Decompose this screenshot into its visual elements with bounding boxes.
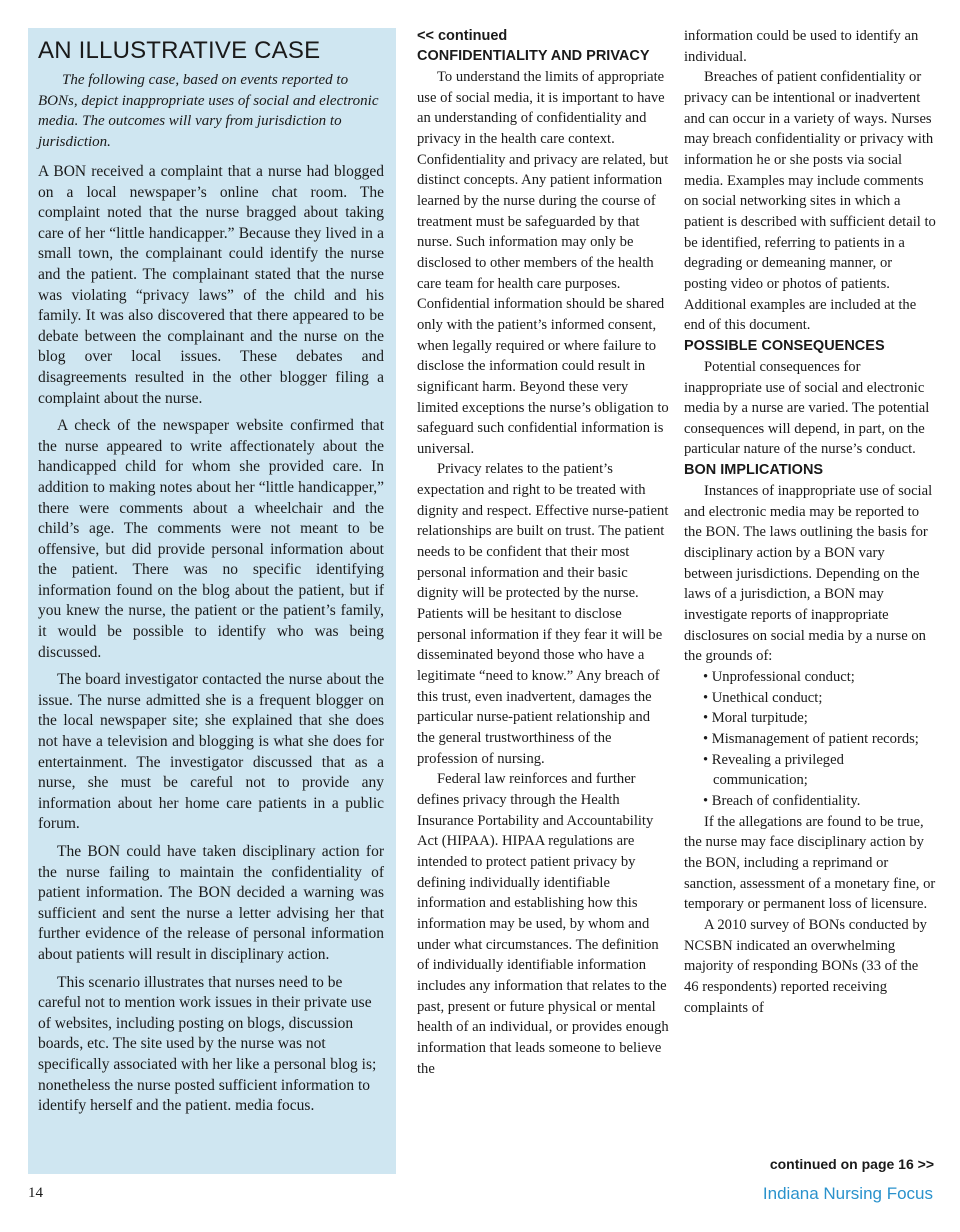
breaches-paragraph: Breaches of patient confidentiality or privacy can be intentional or inadvertent and can occur in a variety of ways. Nurses may breach confidentiality or privacy with information he or she posts via social media. Examples may include comments on social networking sites in which a patient is described with sufficient detail to be identified, referring to patients in a degrading or demeaning manner, or posting video or photos of patients. Additional examples are included at the end of this document. (684, 69, 936, 334)
case-title: AN ILLUSTRATIVE CASE (38, 37, 321, 64)
article-column-3 (684, 26, 936, 1018)
case-paragraph-4: The BON could have taken disciplinary action for the nurse failing to maintain the confidentiality of patient information. The BON decided a warning was sufficient and sent the nurse a letter advising her that further evidence of the release of personal information about patients will result in disciplinary action. (38, 843, 384, 963)
case-paragraph-1: A BON received a complaint that a nurse had blogged on a local newspaper’s online chat room. The complaint noted that the nurse bragged about taking care of her “little handicapper.” Because they lived in a small town, the complainant could identify the nurse and the patient. The complainant stated that the nurse was violating “privacy laws” of the child and his family. It was also discovered that there appeared to be debate between the complainant and the nurse on the blog over local issues. These debates and disagreements resulted in the other blogger filing a complaint about the nurse. (38, 163, 384, 407)
continued-on-link[interactable]: continued on page 16 >> (769, 1156, 934, 1172)
magazine-name: Indiana Nursing Focus (762, 1184, 933, 1203)
grounds-list-item: • Mismanagement of patient records; (703, 729, 936, 750)
continued-from-label: << continued (417, 28, 508, 44)
bon-paragraph: Instances of inappropriate use of social and electronic media may be reported to the BON. The laws outlining the basis for disciplinary action by a BON vary between jurisdictions. Depending on the laws of a jurisdiction, a BON may investigate reports of inappropriate disclosures on social media by a nurse on the grounds of: (684, 483, 933, 665)
privacy-paragraph: Privacy relates to the patient’s expectation and right to be treated with dignity and respect. Effective nurse-patient relationships are built on trust. The patient needs to be confident that their most personal information and their basic dignity will be protected by the nurse. Patients will be hesitant to disclose personal information if they fear it will be disseminated beyond those who have a legitimate “need to know.” Any breach of this trust, even inadvertent, damages the particular nurse-patient relationship and the general trustworthiness of the profession of nursing. (417, 461, 669, 767)
case-intro: The following case, based on events reported to BONs, depict inappropriate uses of social and electronic media. The outcomes will vary from jurisdiction to jurisdiction. (38, 72, 379, 150)
hipaa-paragraph: Federal law reinforces and further defines privacy through the Health Insurance Portability and Accountability Act (HIPAA). HIPAA regulations are intended to protect patient privacy by defining individually identifiable information and establishing how this information may be used, by whom and under what circumstances. The definition of individually identifiable information includes any information that relates to the past, present or future physical or mental health of an individual, or provides enough information that leads someone to believe the (417, 771, 669, 1077)
case-paragraph-2: A check of the newspaper website confirmed that the nurse appeared to write affectionately about the handicapped child for whom she provided care. In addition to making notes about her “little handicapper,” there were comments about a wheelchair and the child’s age. The comments were not meant to be offensive, but did provide personal information about the patient. There was no specific identifying information found on the blog about the patient, but if you knew the nurse, the patient or the patient’s family, it would be possible to identify who was being discussed. (38, 417, 384, 661)
identify-paragraph-end: information could be used to identify an individual. (684, 28, 919, 65)
heading-confidentiality-privacy: CONFIDENTIALITY AND PRIVACY (417, 48, 650, 64)
illustrative-case-box (28, 28, 396, 1174)
case-paragraph-3: The board investigator contacted the nurse about the issue. The nurse admitted she is a frequent blogger on the local newspaper site; she explained that she does not have a television and blogging is what she does for entertainment. The investigator discussed that as a nurse, she must be careful not to provide any information about her home care patients in a public forum. (38, 671, 384, 833)
grounds-list (684, 667, 936, 812)
allegations-paragraph: If the allegations are found to be true, the nurse may face disciplinary action by the BON, including a reprimand or sanction, assessment of a monetary fine, or temporary or permanent loss of licensure. (684, 813, 936, 913)
case-paragraph-5: This scenario illustrates that nurses need to be careful not to mention work issues in their private use of websites, including posting on blogs, discussion boards, etc. The site used by the nurse was not specifically associated with her like a personal blog is; nonetheless the nurse posted sufficient information to identify herself and the patient. media focus. (38, 973, 377, 1115)
grounds-list-item: • Moral turpitude; (703, 708, 936, 729)
grounds-list-item: • Unethical conduct; (703, 688, 936, 709)
grounds-list-item: • Unprofessional conduct; (703, 667, 936, 688)
article-column-2 (417, 26, 669, 1079)
confidentiality-paragraph: To understand the limits of appropriate use of social media, it is important to have an understanding of confidentiality and privacy in the health care context. Confidentiality and privacy are related, but distinct concepts. Any patient information learned by the nurse during the course of treatment must be safeguarded by that nurse. Such information may only be disclosed to other members of the health care team for health care purposes. Confidential information should be shared only with the patient’s informed consent, when legally required or where failure to disclose the information could result in significant harm. Beyond these very limited exceptions the nurse’s obligation to safeguard such confidential information is universal. (417, 69, 669, 457)
consequences-paragraph: Potential consequences for inappropriate use of social and electronic media by a nurse are varied. The potential consequences will depend, in part, on the particular nature of the nurse’s conduct. (684, 358, 930, 458)
heading-bon-implications: BON IMPLICATIONS (684, 462, 824, 479)
page-number: 14 (28, 1185, 43, 1201)
heading-possible-consequences: POSSIBLE CONSEQUENCES (684, 337, 885, 354)
case-body (38, 162, 384, 1117)
grounds-list-item: • Revealing a privileged communication; (703, 750, 936, 791)
grounds-list-item: • Breach of confidentiality. (703, 791, 936, 812)
survey-paragraph: A 2010 survey of BONs conducted by NCSBN indicated an overwhelming majority of responding BONs (33 of the 46 respondents) reported receiving complaints of (684, 916, 927, 1016)
